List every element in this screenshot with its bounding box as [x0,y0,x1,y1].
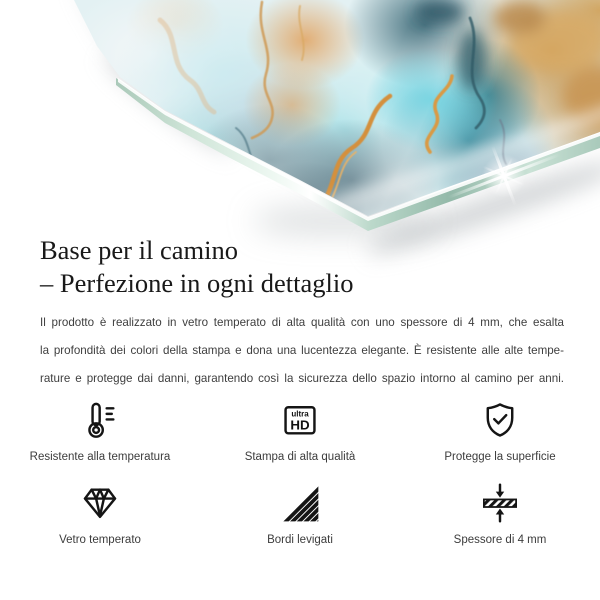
feature-tempered-glass [0,479,200,546]
feature-surface-protection [400,396,600,463]
page-title [40,234,354,300]
feature-label: Bordi levigati [267,534,333,546]
product-description [40,309,564,393]
feature-label: Spessore di 4 mm [453,534,547,546]
feature-print-quality [200,396,400,463]
shield-check-icon [480,396,520,444]
feature-label: Resistente alla temperatura [29,451,171,463]
feature-temperature [0,396,200,463]
feature-label: Vetro temperato [59,534,141,546]
page-title-line1: Base per il camino [40,235,238,265]
description-line: Il prodotto è realizzato in vetro temperato di alta qualità con uno spessore di 4 mm, che esalta [40,316,564,329]
ultra-hd-icon [280,396,320,444]
thickness-press-icon [480,479,520,527]
hd-label: HD [290,417,310,433]
feature-label: Stampa di alta qualità [244,451,356,463]
ultra-label: ultra [291,409,309,419]
description-line: la profondità dei colori della stampa e dona una lucentezza elegante. È resistente alle alte tempe- [40,344,564,357]
beveled-edge-icon [280,479,320,527]
feature-label: Protegge la superficie [444,451,556,463]
feature-polished-edges [200,479,400,546]
product-photo [0,0,600,270]
page-title-line2: – Perfezione in ogni dettaglio [40,268,354,298]
description-line: rature e protegge dai danni, garantendo così la sicurezza dello spazio intorno al camino per anni. [40,372,564,385]
features-grid [0,396,600,546]
feature-thickness [400,479,600,546]
diamond-icon [80,479,120,527]
thermometer-icon [80,396,120,444]
